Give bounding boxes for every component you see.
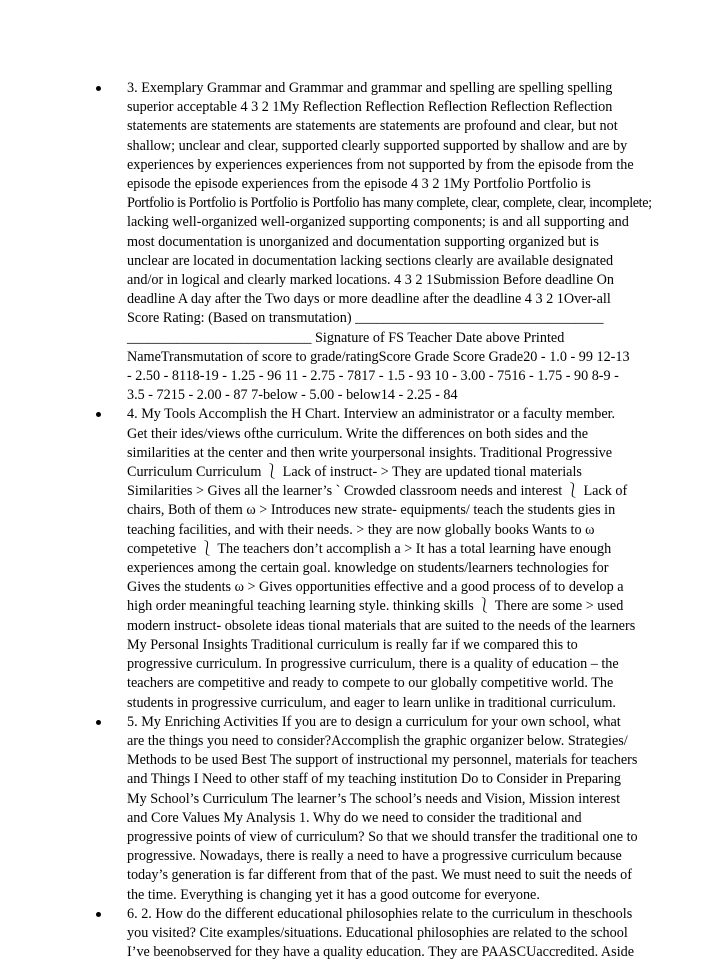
list-item [96,79,656,405]
list-item [96,405,656,712]
text-line: Get their ides/views ofthe curriculum. Write the differences on both sides and the [127,425,589,442]
text-line: experiences by experiences experiences from not supported by from the episode from the [127,156,634,173]
text-line: superior acceptable 4 3 2 1My Reflection Reflection Reflection Reflection Reflection [127,99,613,116]
text-line: __________________________ Signature of FS Teacher Date above Printed [127,329,565,346]
text-line: 3.5 - 7215 - 2.00 - 87 7-below - 5.00 - below14 - 2.25 - 84 [127,387,458,404]
text-line: deadline A day after the Two days or more deadline after the deadline 4 3 2 1Over-all [127,291,611,308]
text-line: shallow; unclear and clear, supported clearly supported supported by shallow and are by [127,137,628,154]
text-line: NameTransmutation of score to grade/ratingScore Grade Score Grade20 - 1.0 - 99 12-13 [127,348,630,365]
text-line: 6. 2. How do the different educational philosophies relate to the curriculum in theschools [127,905,633,922]
text-line: and Things I Need to other staff of my teaching institution Do to Consider in Preparing [127,771,621,788]
text-line: Score Rating: (Based on transmutation) ___________________________________ [127,310,604,327]
text-line: are the things you need to consider?Accomplish the graphic organizer below. Strategies/ [127,732,628,749]
text-line: progressive points of view of curriculum? So that we should transfer the traditional one to [127,828,638,845]
bullet-list [96,79,656,962]
text-line: progressive. Nowadays, there is really a need to have a progressive curriculum because [127,848,622,865]
bullet-icon [96,720,101,725]
text-line: most documentation is unorganized and documentation supporting organized but is [127,233,599,250]
text-line: teachers are competitive and ready to compete to our globally competitive world. The [127,675,614,692]
text-line: high order meaningful teaching learning style. thinking skills ⎱ There are some > used [127,598,624,615]
text-line: lacking well-organized well-organized supporting components; is and all supporting and [127,214,629,231]
text-line: you visited? Cite examples/situations. Educational philosophies are related to the school [127,924,628,941]
text-line: 5. My Enriching Activities If you are to design a curriculum for your own school, what [127,713,621,730]
text-line: 4. My Tools Accomplish the H Chart. Interview an administrator or a faculty member. [127,406,616,423]
text-line: My School’s Curriculum The learner’s The school’s needs and Vision, Mission interest [127,790,621,807]
text-line: 3. Exemplary Grammar and Grammar and grammar and spelling are spelling spelling [127,80,613,96]
text-line: Portfolio is Portfolio is Portfolio is Portfolio has many complete, clear, complete, clear, incomplete; [127,195,652,212]
text-line: Similarities > Gives all the learner’s ` Crowded classroom needs and interest ⎱ Lack of [127,483,628,500]
text-line: - 2.50 - 8118-19 - 1.25 - 96 11 - 2.75 - 7817 - 1.5 - 93 10 - 3.00 - 7516 - 1.75 - 90 8-9 - [127,368,619,385]
text-line: unclear are located in documentation lacking sections clearly are available designated [127,252,614,269]
text-line: teaching facilities, and with their needs. > they are now globally books Wants to ω [127,521,595,538]
text-line: episode the episode experiences from the episode 4 3 2 1My Portfolio Portfolio is [127,176,591,193]
bullet-icon [96,412,101,417]
text-line: statements are statements are statements are statements are profound and clear, but not [127,118,618,135]
text-line: Methods to be used Best The support of instructional my personnel, materials for teachers [127,752,638,769]
text-line: progressive curriculum. In progressive curriculum, there is a quality of education – the [127,656,619,673]
text-line: and/or in logical and clearly marked locations. 4 3 2 1Submission Before deadline On [127,272,614,289]
text-line: I’ve beenobserved for they have a quality education. They are PAASCUaccredited. Aside [127,944,635,961]
text-line: Curriculum Curriculum ⎱ Lack of instruct- > They are updated tional materials [127,464,582,481]
list-item [96,713,656,905]
bullet-icon [96,86,101,91]
text-line: students in progressive curriculum, and eager to learn unlike in traditional curriculum. [127,694,616,711]
text-line: modern instruct- obsolete ideas tional materials that are suited to the needs of the learners [127,617,636,634]
text-line: today’s generation is far different from that of the past. We must need to suit the needs of [127,867,633,884]
text-line: competetive ⎱ The teachers don’t accomplish a > It has a total learning have enough [127,540,612,557]
text-line: chairs, Both of them ω > Introduces new strate- equipments/ teach the students gies in [127,502,616,519]
list-item [96,905,656,962]
text-line: the time. Everything is changing yet it has a good outcome for everyone. [127,886,540,903]
text-line: My Personal Insights Traditional curriculum is really far if we compared this to [127,636,578,653]
bullet-icon [96,912,101,917]
text-line: experiences among the certain goal. knowledge on students/learners technologies for [127,560,609,577]
text-line: similarities at the center and then write yourpersonal insights. Traditional Progressive [127,444,613,461]
text-line: Gives the students ω > Gives opportunities effective and a good process of to develop a [127,579,624,596]
text-line: and Core Values My Analysis 1. Why do we need to consider the traditional and [127,809,582,826]
